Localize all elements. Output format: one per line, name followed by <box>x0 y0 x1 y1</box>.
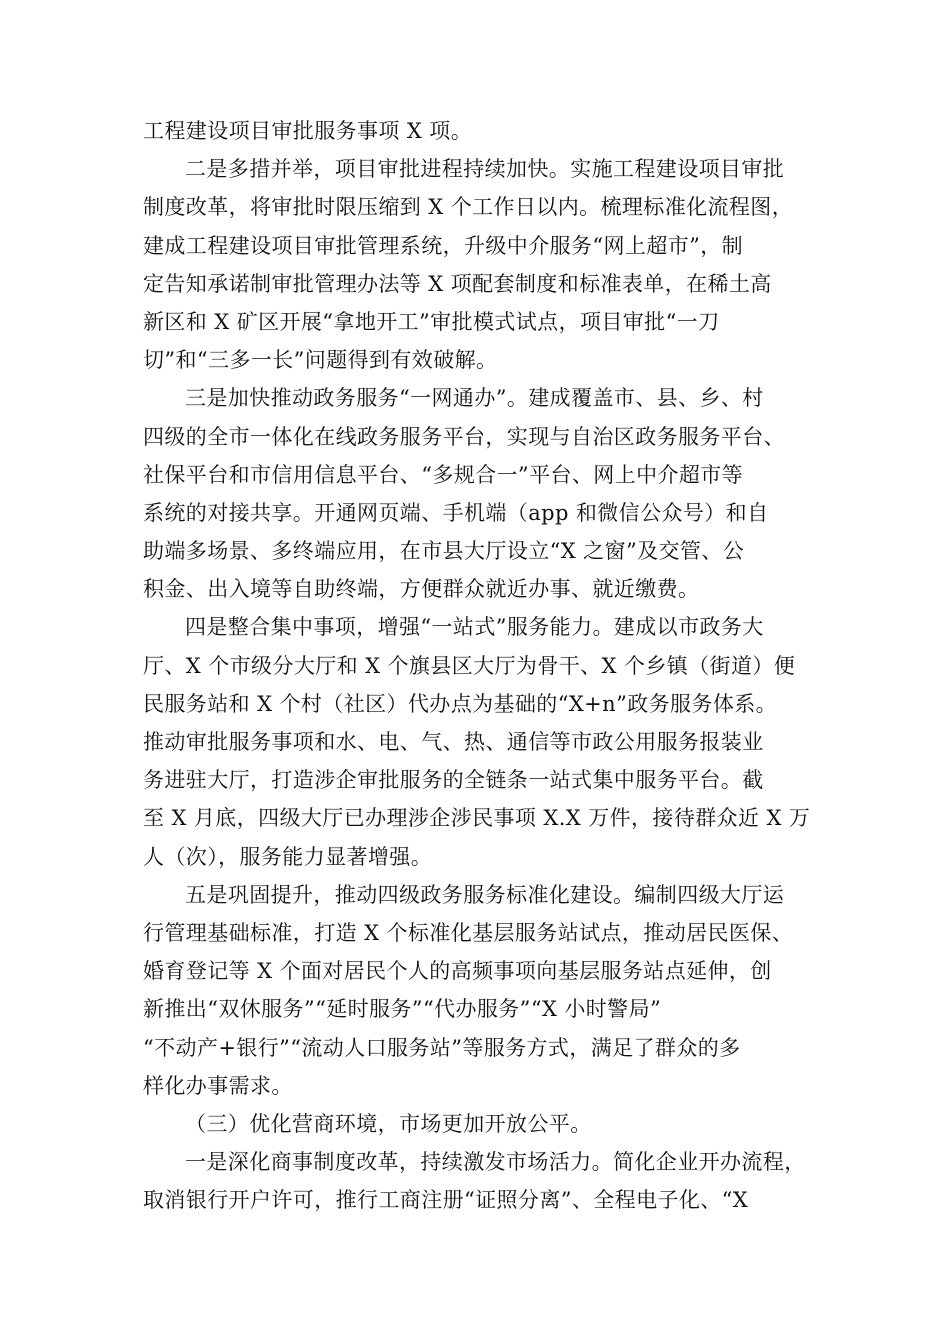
text-line: 一是深化商事制度改革，持续激发市场活力。简化企业开办流程， <box>185 1150 806 1175</box>
text-line: 至 X 月底，四级大厅已办理涉企涉民事项 X.X 万件，接待群众近 X 万 <box>143 806 811 831</box>
text-line: 三是加快推动政务服务“一网通办”。建成覆盖市、县、乡、村 <box>185 386 764 411</box>
text-line: 新推出“双休服务”“延时服务”“代办服务”“X 小时警局” <box>143 997 662 1022</box>
text-line: 取消银行开户许可，推行工商注册“证照分离”、全程电子化、“X <box>143 1188 749 1213</box>
text-line: 四级的全市一体化在线政务服务平台，实现与自治区政务服务平台、 <box>143 424 785 449</box>
text-line: 系统的对接共享。开通网页端、手机端（app 和微信公众号）和自 <box>143 500 769 525</box>
text-line: 助端多场景、多终端应用，在市县大厅设立“X 之窗”及交管、公 <box>143 539 745 564</box>
text-line: 人（次），服务能力显著增强。 <box>143 844 433 869</box>
text-line: （三）优化营商环境，市场更加开放公平。 <box>185 1111 592 1136</box>
text-line: 二是多措并举，项目审批进程持续加快。实施工程建设项目审批 <box>185 157 785 182</box>
text-line: 五是巩固提升，推动四级政务服务标准化建设。编制四级大厅运 <box>185 882 785 907</box>
text-line: 厅、X 个市级分大厅和 X 个旗县区大厅为骨干、X 个乡镇（街道）便 <box>143 653 796 678</box>
text-line: 民服务站和 X 个村（社区）代办点为基础的“X+n”政务服务体系。 <box>143 691 778 716</box>
text-line: 推动审批服务事项和水、电、气、热、通信等市政公用服务报装业 <box>143 730 764 754</box>
document-body <box>143 112 811 1219</box>
text-line: 积金、出入境等自助终端，方便群众就近办事、就近缴费。 <box>143 577 700 602</box>
text-line: 样化办事需求。 <box>143 1073 293 1098</box>
text-line: 社保平台和市信用信息平台、“多规合一”平台、网上中介超市等 <box>143 462 744 487</box>
text-line: 建成工程建设项目审批管理系统，升级中介服务“网上超市”，制 <box>143 233 744 258</box>
text-line: 婚育登记等 X 个面对居民个人的高频事项向基层服务站点延伸，创 <box>143 959 772 984</box>
text-line: 四是整合集中事项，增强“一站式”服务能力。建成以市政务大 <box>185 615 764 640</box>
text-line: 务进驻大厅，打造涉企审批服务的全链条一站式集中服务平台。截 <box>143 768 764 793</box>
text-line: 新区和 X 矿区开展“拿地开工”审批模式试点，项目审批“一刀 <box>143 309 720 334</box>
text-line: 行管理基础标准，打造 X 个标准化基层服务站试点，推动居民医保、 <box>143 920 794 945</box>
text-line: 定告知承诺制审批管理办法等 X 项配套制度和标准表单，在稀土高 <box>143 271 772 296</box>
text-line: 切”和“三多一长”问题得到有效破解。 <box>143 348 498 373</box>
text-line: 工程建设项目审批服务事项 X 项。 <box>143 119 473 143</box>
text-line: “不动产+银行”“流动人口服务站”等服务方式，满足了群众的多 <box>143 1035 741 1060</box>
text-line: 制度改革，将审批时限压缩到 X 个工作日以内。梳理标准化流程图， <box>143 195 794 220</box>
